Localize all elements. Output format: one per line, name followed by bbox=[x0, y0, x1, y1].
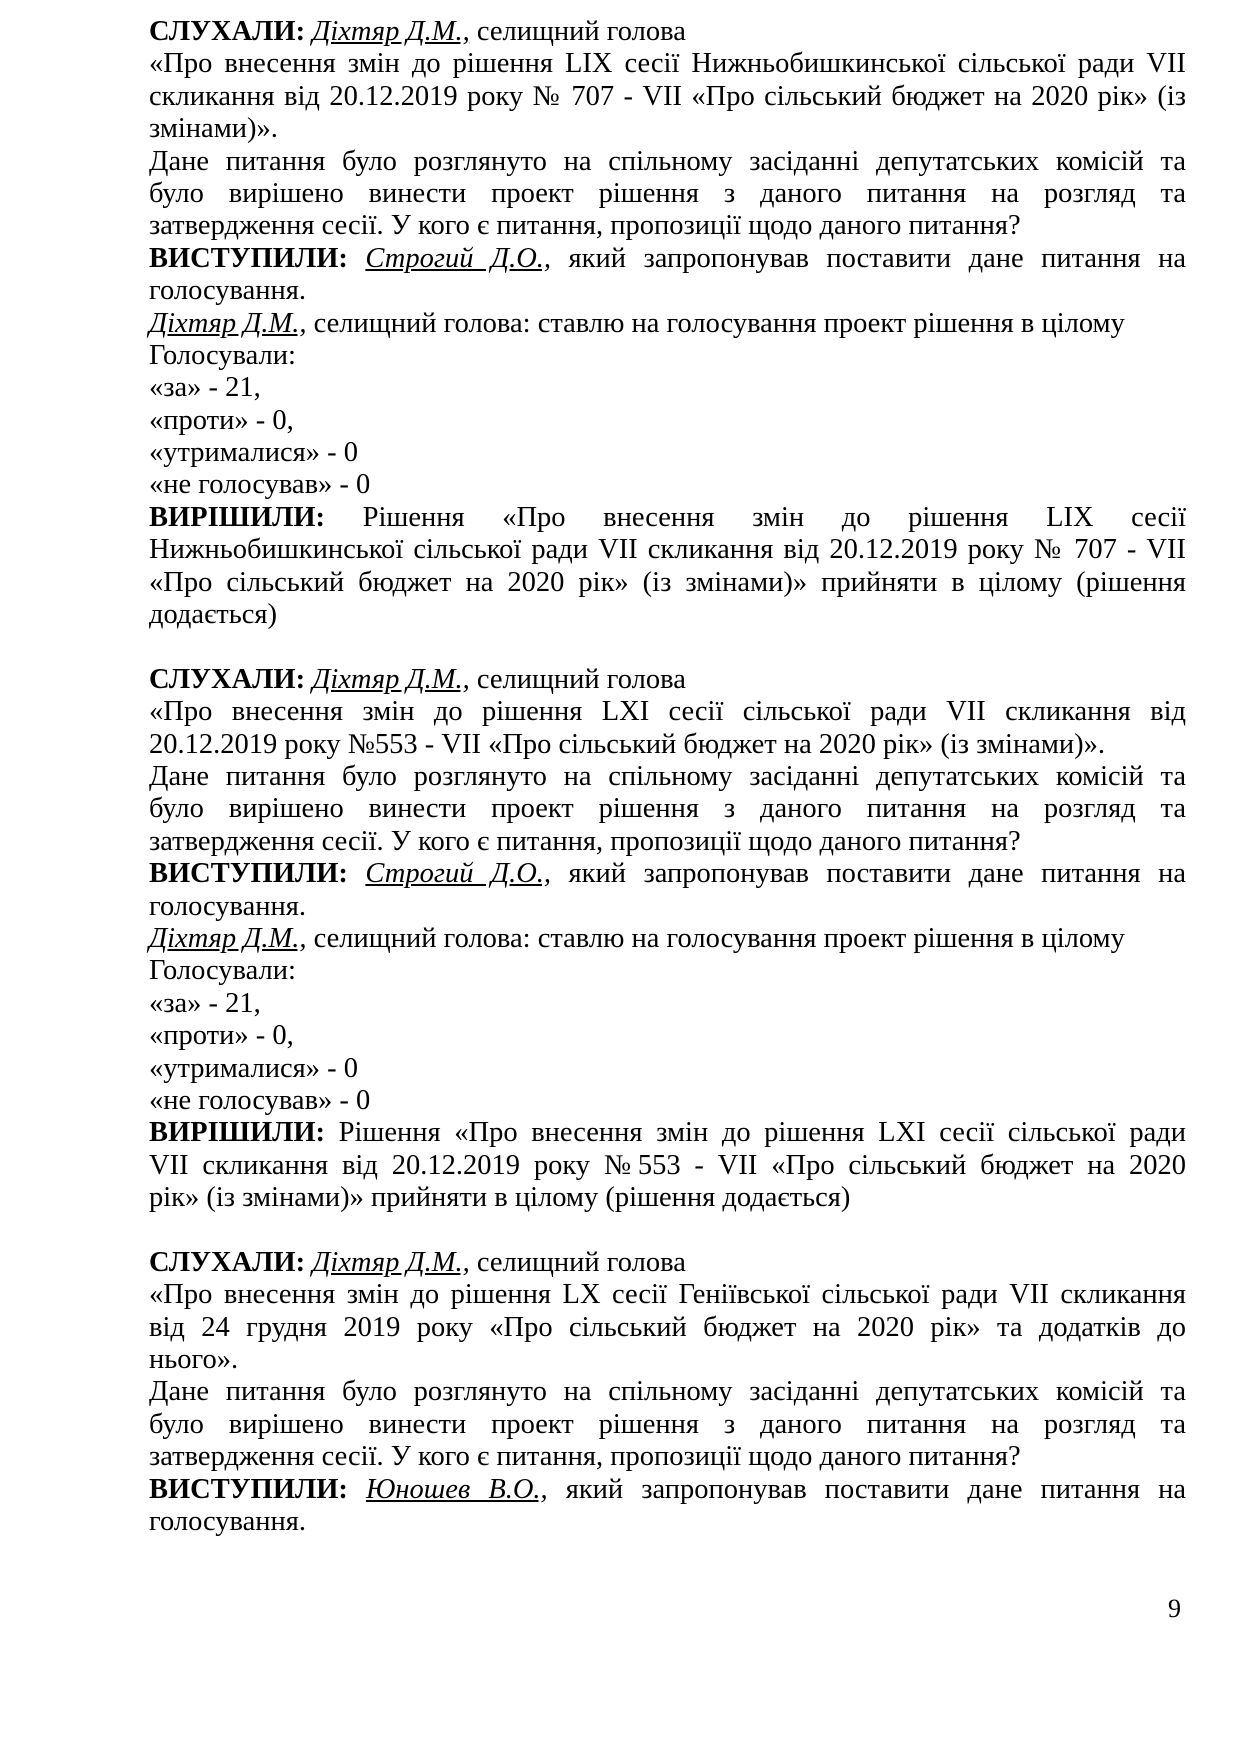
decision-text: Рішення «Про внесення змін до рішення LXI сесії сільської ради bbox=[325, 1117, 1186, 1149]
vote-for: «за» - 21, bbox=[149, 987, 261, 1019]
discussion-line: затвердження сесії. У кого є питання, пропозиції щодо даного питання? bbox=[149, 210, 1021, 242]
vote-abstain: «утрималися» - 0 bbox=[149, 1052, 359, 1084]
page-number: 9 bbox=[1168, 1594, 1181, 1623]
proposal-line: голосування. bbox=[149, 890, 307, 922]
heard-line bbox=[149, 664, 1186, 696]
speaker-name: Діхтяр Д.М., bbox=[312, 16, 470, 47]
spoke-line bbox=[149, 858, 1186, 890]
speaker-role: селищний голова bbox=[469, 663, 686, 695]
proposal-text: який запропонував поставити дане питання на bbox=[547, 1473, 1187, 1505]
minutes-content bbox=[149, 16, 1186, 1538]
proposal-line: голосування. bbox=[149, 1505, 307, 1537]
spoke-line bbox=[149, 243, 1186, 275]
discussion-line: Дане питання було розглянуто на спільному засіданні депутатських комісій та bbox=[149, 760, 1186, 792]
heard-label: СЛУХАЛИ: bbox=[149, 663, 306, 695]
spoke-label: ВИСТУПИЛИ: bbox=[149, 1473, 348, 1505]
head-vote-text: селищний голова: ставлю на голосування проект рішення в цілому bbox=[306, 307, 1125, 339]
discussion-line: затвердження сесії. У кого є питання, пропозиції щодо даного питання? bbox=[149, 1441, 1021, 1473]
head-vote-line bbox=[149, 308, 1186, 340]
decision-line: рік» (із змінами)» прийняти в цілому (рішення додається) bbox=[149, 1182, 851, 1214]
decision-text: Рішення «Про внесення змін до рішення LIX сесії bbox=[325, 501, 1186, 533]
proposal-text: який запропонував поставити дане питання на bbox=[551, 242, 1187, 274]
head-vote-line bbox=[149, 923, 1186, 955]
proposal-text: який запропонував поставити дане питання на bbox=[551, 858, 1187, 890]
voted-label: Голосували: bbox=[149, 955, 296, 987]
voted-label: Голосували: bbox=[149, 339, 296, 371]
spacer bbox=[149, 1214, 1186, 1246]
speaker-name: Діхтяр Д.М., bbox=[312, 663, 470, 695]
topic-line: від 24 грудня 2019 року «Про сільський бюджет на 2020 рік» та додатків до bbox=[149, 1311, 1186, 1343]
spoke-label: ВИСТУПИЛИ: bbox=[149, 858, 348, 890]
decision-line: додається) bbox=[149, 599, 278, 631]
topic-line: «Про внесення змін до рішення LIX сесії Нижньобишкинської сільської ради VII bbox=[149, 48, 1186, 80]
decision-line: «Про сільський бюджет на 2020 рік» (із змінами)» прийняти в цілому (рішення bbox=[149, 566, 1186, 598]
heard-label: СЛУХАЛИ: bbox=[149, 1246, 306, 1278]
speaker-name: Строгий Д.О., bbox=[365, 858, 552, 890]
decided-line bbox=[149, 502, 1186, 534]
discussion-line: затвердження сесії. У кого є питання, пропозиції щодо даного питання? bbox=[149, 825, 1021, 857]
topic-line: «Про внесення змін до рішення LX сесії Геніївської сільської ради VII скликання bbox=[149, 1279, 1186, 1311]
topic-line: змінами)». bbox=[149, 113, 278, 145]
speaker-role: селищний голова bbox=[469, 1246, 686, 1278]
vote-none: «не голосував» - 0 bbox=[149, 1084, 371, 1116]
speaker-name: Юношев В.О., bbox=[365, 1473, 548, 1505]
proposal-line: голосування. bbox=[149, 275, 307, 307]
topic-line: «Про внесення змін до рішення LXI сесії сільської ради VII скликання від bbox=[149, 696, 1186, 728]
spoke-label: ВИСТУПИЛИ: bbox=[149, 242, 348, 274]
discussion-line: було вирішено винести проект рішення з даного питання на розгляд та bbox=[149, 177, 1186, 209]
topic-line: скликання від 20.12.2019 року № 707 - VII «Про сільський бюджет на 2020 рік» (із bbox=[149, 80, 1186, 112]
decided-line bbox=[149, 1117, 1186, 1149]
speaker-name: Діхтяр Д.М., bbox=[149, 922, 307, 954]
discussion-line: Дане питання було розглянуто на спільному засіданні депутатських комісій та bbox=[149, 1376, 1186, 1408]
decision-line: VII скликання від 20.12.2019 року №553 - VII «Про сільський бюджет на 2020 bbox=[149, 1149, 1186, 1181]
speaker-name: Діхтяр Д.М., bbox=[149, 307, 307, 339]
vote-against: «проти» - 0, bbox=[149, 404, 294, 436]
spoke-line bbox=[149, 1474, 1186, 1506]
heard-line bbox=[149, 1247, 1186, 1279]
decided-label: ВИРІШИЛИ: bbox=[149, 501, 326, 533]
speaker-name: Діхтяр Д.М., bbox=[312, 1246, 470, 1278]
discussion-line: було вирішено винести проект рішення з даного питання на розгляд та bbox=[149, 1408, 1186, 1440]
discussion-line: було вирішено винести проект рішення з даного питання на розгляд та bbox=[149, 793, 1186, 825]
topic-line: 20.12.2019 року №553 - VII «Про сільський бюджет на 2020 рік» (із змінами)». bbox=[149, 728, 1106, 760]
speaker-name: Строгий Д.О., bbox=[365, 242, 552, 274]
spacer bbox=[149, 631, 1186, 663]
decided-label: ВИРІШИЛИ: bbox=[149, 1117, 326, 1149]
speaker-role: селищний голова bbox=[469, 16, 686, 47]
vote-against: «проти» - 0, bbox=[149, 1020, 294, 1052]
vote-none: «не голосував» - 0 bbox=[149, 469, 371, 501]
vote-for: «за» - 21, bbox=[149, 372, 261, 404]
topic-line: нього». bbox=[149, 1344, 239, 1376]
heard-line bbox=[149, 16, 1186, 48]
vote-abstain: «утрималися» - 0 bbox=[149, 437, 359, 469]
head-vote-text: селищний голова: ставлю на голосування проект рішення в цілому bbox=[306, 922, 1125, 954]
discussion-line: Дане питання було розглянуто на спільному засіданні депутатських комісій та bbox=[149, 145, 1186, 177]
decision-line: Нижньобишкинської сільської ради VII скликання від 20.12.2019 року № 707 - VII bbox=[149, 534, 1186, 566]
heard-label: СЛУХАЛИ: bbox=[149, 16, 306, 47]
